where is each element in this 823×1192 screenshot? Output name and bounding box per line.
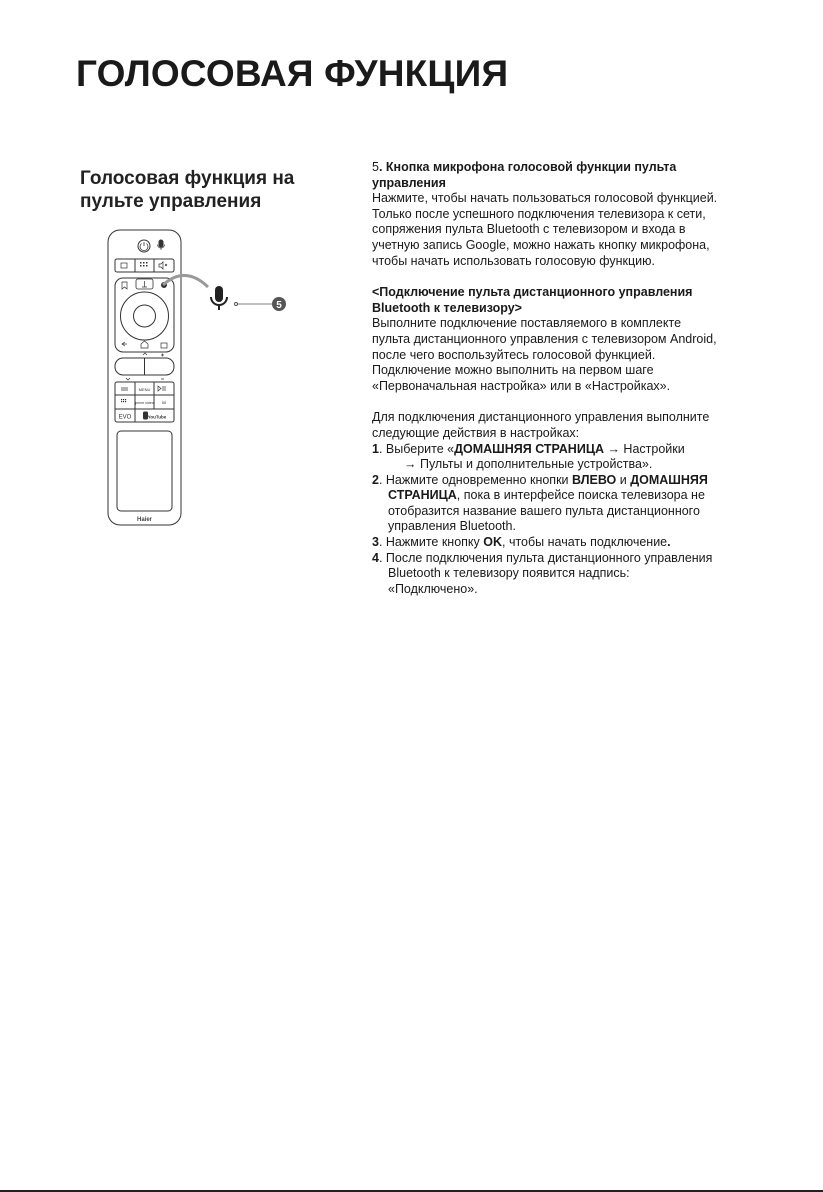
step-2: 2. Нажмите одновременно кнопки ВЛЕВО и ДОМАШНЯЯ СТРАНИЦА, пока в интерфейсе поиска телевизора не отобразится название вашего пульта дистанционного управления Bluetooth. bbox=[372, 472, 708, 534]
step-4: 4. После подключения пульта дистанционного управления Bluetooth к телевизору появится надпись: «Подключено». bbox=[372, 550, 713, 596]
evo-key-label: EVO bbox=[118, 414, 132, 421]
shortcut-grid bbox=[115, 382, 174, 422]
prime-key-label: prime video bbox=[135, 401, 154, 405]
instructions-column bbox=[372, 160, 722, 597]
section5-body: Нажмите, чтобы начать пользоваться голосовой функцией. Только после успешного подключения телевизора к сети, сопряжения пульта Bluetooth с телевизором и входа в учетную запись Google, можно нажать кнопку микрофона, чтобы начать использовать голосовую функцию. bbox=[372, 191, 718, 268]
ivi-key-label: ivi bbox=[161, 400, 167, 405]
brand-label: Haier bbox=[136, 517, 153, 523]
page-title: ГОЛОСОВАЯ ФУНКЦИЯ bbox=[76, 53, 509, 94]
pairing-heading: <Подключение пульта дистанционного управления Bluetooth к телевизору> bbox=[372, 285, 693, 315]
mic-icon bbox=[211, 286, 227, 310]
section-heading: Голосовая функция на пульте управления bbox=[80, 168, 295, 212]
pairing-body: Выполните подключение поставляемого в комплекте пульта дистанционного управления с телевизором Android, после чего воспользуйтесь голосовой функцией. Подключение можно выполнить на первом шаге «Первоначальная настройка» или в «Настройках». bbox=[372, 316, 717, 393]
steps-intro: Для подключения дистанционного управления выполните следующие действия в настройках: bbox=[372, 410, 710, 440]
youtube-key-label: YouTube bbox=[147, 414, 167, 420]
remote-body bbox=[108, 230, 181, 525]
step-1: 1. Выберите «ДОМАШНЯЯ СТРАНИЦА → Настройки → Пульты и дополнительные устройства». bbox=[372, 441, 685, 472]
remote-control-figure bbox=[100, 225, 300, 530]
callout-number: 5 bbox=[276, 300, 282, 311]
section5-heading: 5. Кнопка микрофона голосовой функции пульта управления bbox=[372, 160, 677, 190]
step-3: 3. Нажмите кнопку OK, чтобы начать подключение. bbox=[372, 535, 671, 550]
menu-key-label: MENU bbox=[138, 387, 151, 392]
